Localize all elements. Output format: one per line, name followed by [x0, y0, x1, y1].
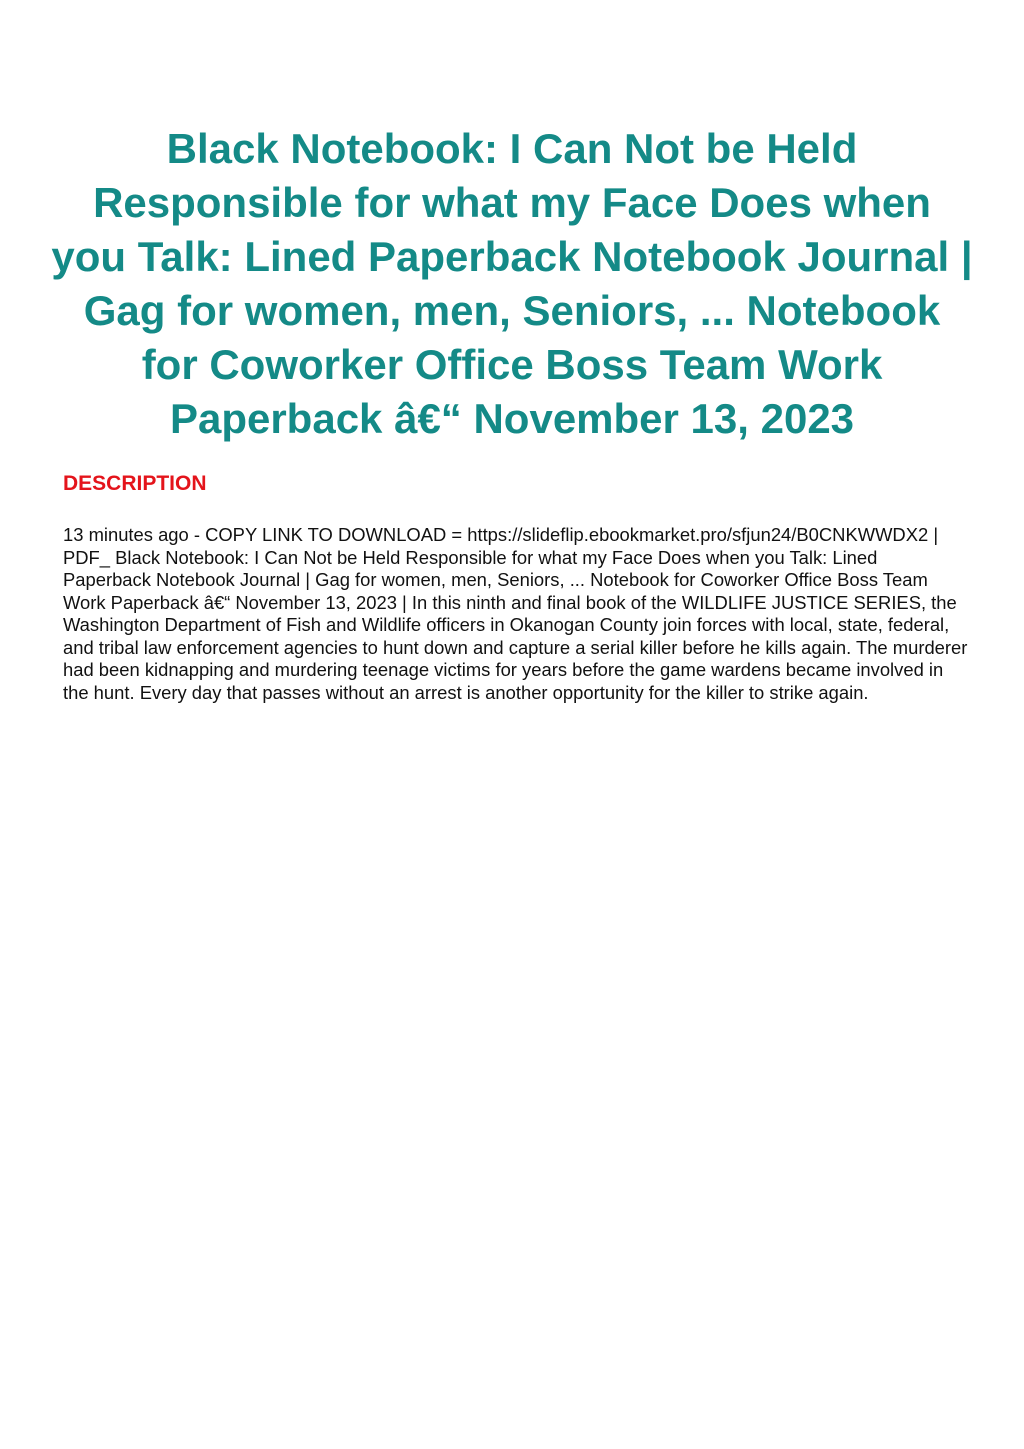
document-title: Black Notebook: I Can Not be Held Responsible for what my Face Does when you Talk: Lined Paperback Notebook Journal | Gag for women, men, Seniors, ... Notebook for Coworker Office Boss Team Work Paperback â€“ November 13, 2023 — [51, 125, 973, 442]
description-text: 13 minutes ago - COPY LINK TO DOWNLOAD = https://slideflip.ebookmarket.pro/sfjun24/B0CNKWWDX2 | PDF_ Black Notebook: I Can Not be Held Responsible for what my Face Does when you Talk: Lined Paperback Notebook Journal | Gag for women, men, Seniors, ... Notebook for Coworker Office Boss Team Work Paperback â€“ November 13, 2023 | In this ninth and final book of the WILDLIFE JUSTICE SERIES, the Washington Department of Fish and Wildlife officers in Okanogan County join forces with local, state, federal, and tribal law enforcement agencies to hunt down and capture a serial killer before he kills again. The murderer had been kidnapping and murdering teenage victims for years before the game wardens became involved in the hunt. Every day that passes without an arrest is another opportunity for the killer to strike again. — [63, 524, 968, 703]
description-heading: DESCRIPTION — [63, 472, 207, 495]
